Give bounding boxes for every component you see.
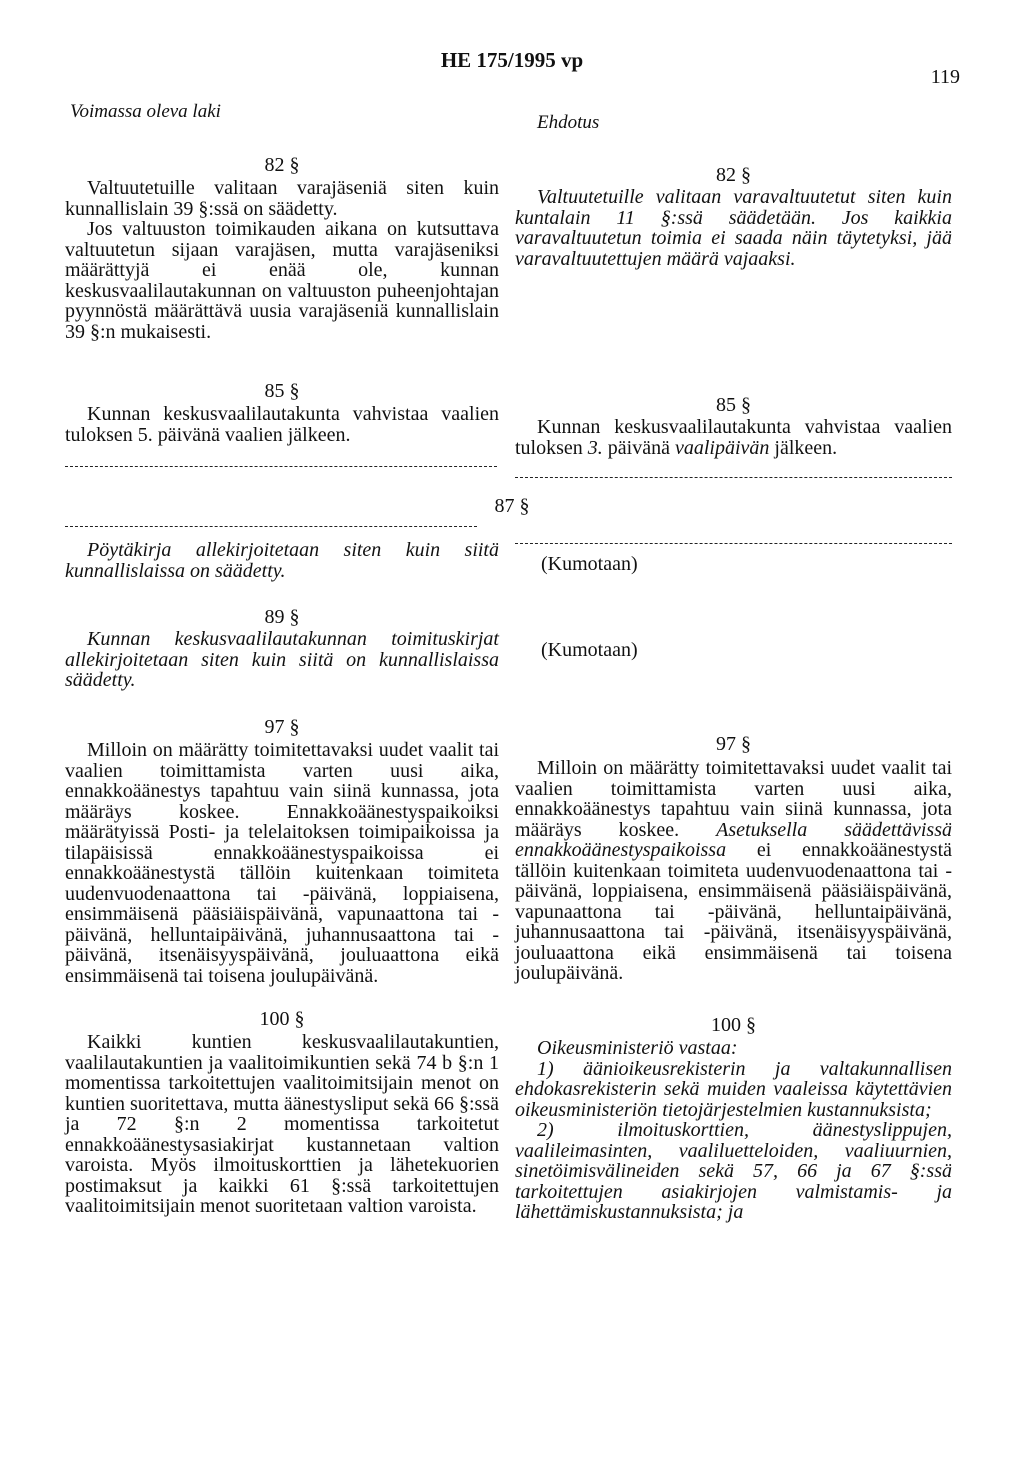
section-87-heading: 87 § [494,495,530,517]
right-section-97-heading: 97 § [716,733,751,755]
left-97-paragraph-1: Milloin on määrätty toimitettavaksi uudet vaalit tai vaalien toimittamista varten uusi aika, ennakkoäänestys tapahtuu vain siinä kunnassa, jota määräys koskee. Ennakkoäänestyspaikoiksi määrätyissä Posti- ja telelaitoksen toimipaikoissa ja tilapäisissä ennakkoäänestyspaikoissa ei ennakkoäänestystä tällöin kuitenkaan toimiteta uudenvuodenaattona tai -päivänä, loppiaisena, ensimmäisenä pääsiäispäivänä, vapunaattona tai -päivänä, helluntaipäivänä, juhannusaattona tai -päivänä, itsenäisyyspäivänä, jouluaattona eikä ensimmäisenä tai toisena joulupäivänä. [65,739,499,987]
right-89-repealed: (Kumotaan) [541,639,638,661]
left-section-97-body [65,740,499,986]
left-100-paragraph-1: Kaikki kuntien keskusvaalilautakuntien, vaalilautakuntien ja vaalitoimikuntien sekä 74 b §:n 1 momentissa tarkoitettujen vaalitoimitsijain menot on kuntien suoritettava, mutta äänestysliput sekä 66 §:ssä ja 72 §:n 2 momentissa tarkoitetut ennakkoäänestysasiakirjat kustannetaan valtion varoista. Myös ilmoituskorttien ja lähetekuorien postimaksut ja kaikki 61 §:ssä tarkoitettujen vaalitoimitsijain menot suoritetaan valtion varoista. [65,1031,499,1217]
right-section-85-body [515,417,952,458]
left-section-82-body [65,178,499,342]
right-97-paragraph-1: Milloin on määrätty toimitettavaksi uudet vaalit tai vaalien toimittamista varten uusi aika, ennakkoäänestys tapahtuu vain siinä kunnassa, jota määräys koskee. Asetuksella säädettävissä ennakkoäänestyspaikoissa ei ennakkoäänestystä tällöin kuitenkaan toimiteta uudenvuodenaattona tai -päivänä, loppiaisena, ensimmäisenä pääsiäispäivänä, vapunaattona tai -päivänä, helluntaipäivänä, juhannusaattona tai -päivänä, itsenäisyyspäivänä, jouluaattona eikä ensimmäisenä tai toisena joulupäivänä. [515,757,953,984]
left-section-85-heading: 85 § [264,380,300,402]
left-section-82-heading: 82 § [264,154,300,176]
left-85-paragraph-1: Kunnan keskusvaalilautakunta vahvistaa vaalien tuloksen 5. päivänä vaalien jälkeen. [65,403,499,446]
left-section-89-body [65,629,499,691]
document-id: HE 175/1995 vp [440,48,584,72]
left-82-paragraph-1: Valtuutetuille valitaan varajäseniä siten kuin kunnallislain 39 §:ssä on säädetty. [65,177,499,220]
right-100-paragraph-2: 1) äänioikeusrekisterin ja valtakunnallisen ehdokasrekisterin sekä muiden vaaleissa käytettävien oikeusministeriön tietojärjestelmien kustannuksista; [515,1057,952,1121]
left-89-paragraph-1: Kunnan keskusvaalilautakunnan toimituskirjat allekirjoitetaan siten kuin siitä on kunnallislaissa säädetty. [65,628,499,691]
left-section-85-body [65,404,499,445]
right-section-97-body [515,758,952,984]
left-omission-rule [65,466,497,467]
right-omission-rule [515,477,952,478]
left-section-100-body [65,1032,499,1217]
right-85-paragraph-1: Kunnan keskusvaalilautakunta vahvistaa vaalien tuloksen 3. päivänä vaalipäivän jälkeen. [515,416,952,459]
left-column-title: Voimassa oleva laki [70,101,221,122]
right-section-82-heading: 82 § [716,164,751,186]
right-section-100-heading: 100 § [711,1014,756,1036]
right-100-paragraph-3: 2) ilmoituskorttien, äänestyslippujen, vaalileimasinten, vaaliluetteloiden, vaaliuurnien, sinetöimisvälineiden sekä 57, 66 ja 67 §:ssä tarkoitettujen asiakirjojen valmistamis- ja lähettämiskustannuksista; ja [515,1119,952,1223]
right-column-title: Ehdotus [537,112,600,133]
left-82-paragraph-2: Jos valtuuston toimikauden aikana on kutsuttava valtuutetun sijaan varajäsen, mutta varajäseniksi määrättyjä ei enää ole, kunnan keskusvaalilautakunnan on valtuuston puheenjohtajan pyynnöstä määrättävä uusia varajäseniä kunnallislain 39 §:n mukaisesti. [65,218,499,343]
right-87-omission-rule [515,543,952,544]
left-section-87-body [65,540,499,581]
right-section-82-body [515,187,952,269]
right-100-paragraph-1: Oikeusministeriö vastaa: [537,1037,738,1059]
right-section-100-body [515,1038,952,1223]
page-number: 119 [930,66,960,88]
right-82-paragraph-1: Valtuutetuille valitaan varavaltuutetut siten kuin kuntalain 11 §:ssä säädetään. Jos kaikkia varavaltuutetun toimia ei saada näin täytetyksi, jää varavaltuutettujen määrä vajaaksi. [515,186,952,270]
left-section-100-heading: 100 § [259,1008,305,1030]
left-section-97-heading: 97 § [264,716,300,738]
left-87-paragraph-1: Pöytäkirja allekirjoitetaan siten kuin siitä kunnallislaissa on säädetty. [65,539,499,582]
left-87-omission-rule [65,526,477,527]
left-section-89-heading: 89 § [264,606,300,628]
right-87-repealed: (Kumotaan) [541,553,638,575]
right-section-85-heading: 85 § [716,394,751,416]
